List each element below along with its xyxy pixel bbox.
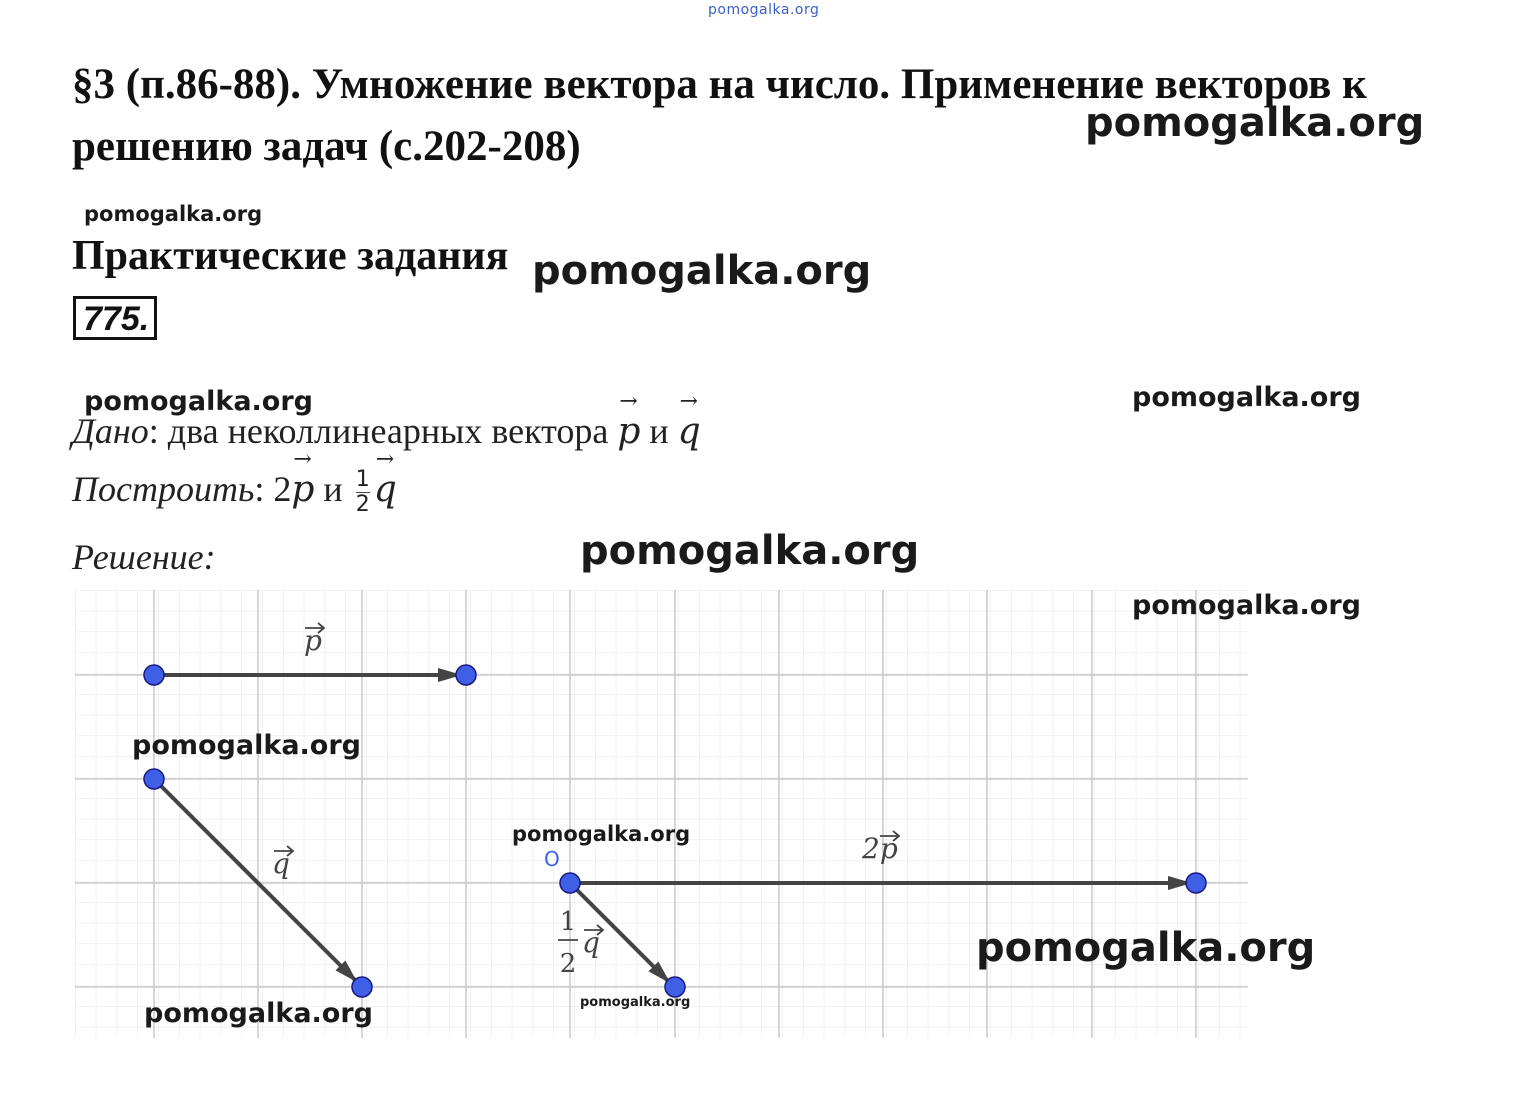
label-half-num: 1: [559, 907, 577, 937]
point-q-end: [352, 977, 372, 997]
point-origin: [560, 873, 580, 893]
vector-half-q-symbol: → q: [374, 469, 397, 510]
construct-text: : 2: [254, 469, 292, 509]
given-label: Дано: [72, 411, 149, 451]
watermark: pomogalka.org: [1132, 590, 1361, 621]
vector-2p-symbol: → p: [291, 469, 314, 510]
fraction-numerator: 1: [355, 467, 370, 493]
section-subtitle: Практические задания: [72, 233, 509, 279]
label-origin: O: [544, 847, 560, 871]
watermark: pomogalka.org: [144, 998, 373, 1029]
solution-label: Решение:: [72, 537, 216, 577]
label-half-den: 2: [559, 949, 577, 979]
label-q: q: [272, 847, 290, 880]
label-half-q: q: [582, 926, 600, 959]
watermark-top: pomogalka.org: [708, 2, 820, 18]
watermark: pomogalka.org: [1132, 382, 1361, 413]
point-2p-end: [1186, 873, 1206, 893]
watermark: pomogalka.org: [580, 995, 691, 1010]
construct-label: Построить: [72, 469, 255, 509]
watermark: pomogalka.org: [580, 528, 920, 574]
given-conj: и: [649, 411, 669, 451]
watermark: pomogalka.org: [532, 248, 872, 294]
page-title: §3 (п.86-88). Умножение вектора на число. Применение векторов к решению задач (с.202-208): [72, 61, 1367, 170]
watermark: pomogalka.org: [132, 730, 361, 761]
task-number-box: 775.: [73, 296, 157, 340]
point-q-start: [144, 769, 164, 789]
fraction-denominator: 2: [355, 492, 370, 518]
point-p-start: [144, 665, 164, 685]
label-p: p: [304, 624, 322, 657]
given-text: : два неколлинеарных вектора: [148, 411, 609, 451]
watermark: pomogalka.org: [84, 386, 313, 417]
vector-p-symbol: → p: [617, 411, 640, 452]
vector-q-symbol: → q: [678, 411, 701, 452]
point-p-end: [456, 665, 476, 685]
watermark: pomogalka.org: [84, 202, 263, 226]
watermark: pomogalka.org: [1085, 100, 1425, 146]
point-half-q-end: [665, 977, 685, 997]
watermark: pomogalka.org: [512, 822, 691, 846]
watermark: pomogalka.org: [976, 925, 1316, 971]
construct-conj: и: [323, 469, 343, 509]
label-2p: 2p: [862, 832, 898, 865]
